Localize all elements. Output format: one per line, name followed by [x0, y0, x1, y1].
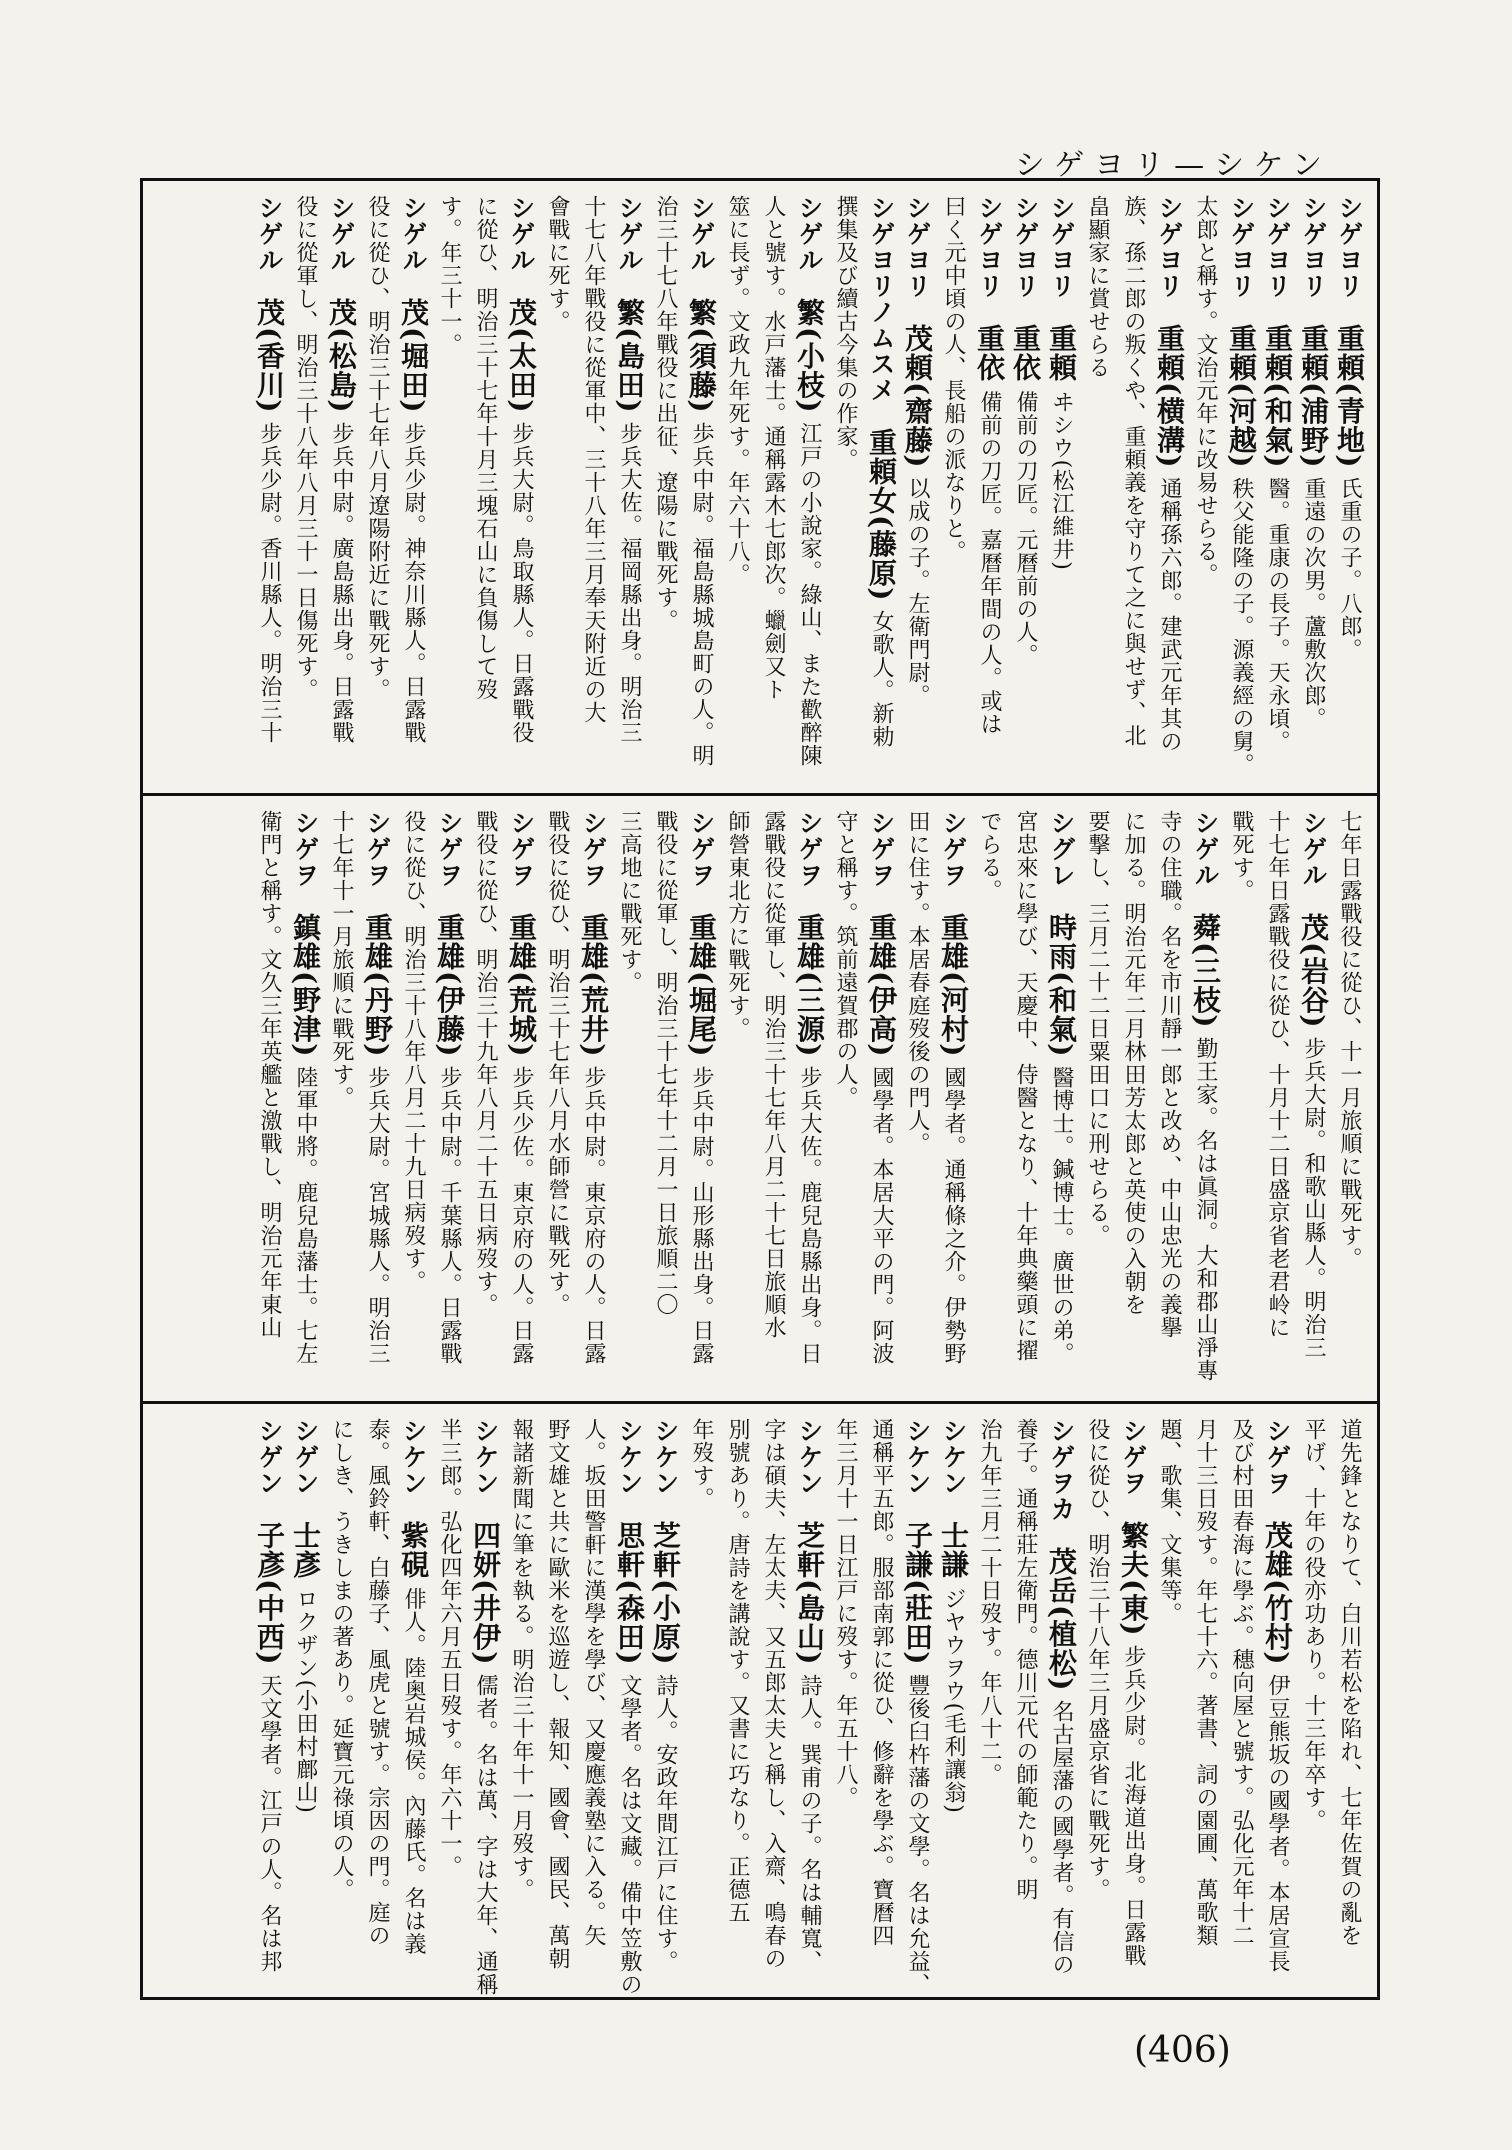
entry-text: 泰。風鈴軒、白藤子、風虎と號す。宗因の門。庭の: [365, 1418, 390, 1947]
entry-name: 茂雄(竹村): [1261, 1521, 1294, 1666]
entry-text: 文學者。名は文藏。備中笠敷の: [617, 1674, 642, 1997]
entry-reading: シゲヲ: [1263, 1418, 1292, 1496]
entry-column: [289, 1418, 322, 1983]
entry-column: [615, 810, 643, 1385]
entry-column: [1335, 810, 1363, 1385]
entry-column: [471, 195, 499, 777]
entry-column: [1335, 1418, 1363, 1983]
entry-column: [255, 810, 283, 1385]
entry-text: 勤王家。名は眞洞。大和郡山淨專: [1193, 1037, 1218, 1383]
entry-reading: シゲル: [507, 195, 536, 273]
entry-name: 思軒(森田): [613, 1521, 646, 1666]
entry-text: にしき、うきしまの著あり。延寶元祿頃の人。: [329, 1418, 354, 1901]
entry-column: [1153, 195, 1186, 777]
entry-text: 步兵少尉。香川縣人。明治三十: [257, 422, 282, 745]
entry-reading: シゲヲ: [939, 810, 968, 888]
entry-text: 養子。通稱莊左衛門。德川元代の師範たり。明: [1013, 1418, 1038, 1901]
entry-column: [399, 810, 427, 1385]
entry-column: [759, 1418, 787, 1983]
entry-column: [867, 1418, 895, 1983]
entry-reading: シケン: [399, 1418, 428, 1496]
entry-column: [1155, 810, 1183, 1385]
entry-reading: シゲヨリ: [1263, 195, 1292, 299]
entry-column: [1009, 195, 1042, 777]
entry-text: 露戰役に從軍し、明治三十七年八月二十七日旅順水: [761, 810, 786, 1339]
entry-text: 戰役に從ひ、明治三十九年八月二十五日病歿す。: [473, 810, 498, 1316]
entry-name: 重依: [1009, 324, 1042, 382]
entry-column: [1191, 195, 1219, 777]
entry-name: 子謙(莊田): [901, 1521, 934, 1666]
entry-column: [901, 1418, 934, 1997]
entry-text: 天文學者。江戸の人。名は邦: [257, 1674, 282, 1974]
entry-column: [975, 1418, 1003, 1983]
entry-text: 通稱孫六郎。建武元年其の: [1157, 477, 1182, 754]
entry-text: 步兵少尉。北海道出身。日露戰: [1121, 1645, 1146, 1968]
entry-column: [435, 1418, 463, 1983]
entry-text: 治九年三月二十日歿す。年八十二。: [977, 1418, 1002, 1786]
entry-column: [937, 810, 970, 1385]
entry-column: [1189, 810, 1222, 1385]
entry-name: 重頼(横溝): [1153, 324, 1186, 469]
entry-column: [973, 195, 1006, 777]
entry-text: 戰役に從軍し、明治三十七年十二月一日旅順二〇: [653, 810, 678, 1316]
entry-text: 步兵中尉。千葉縣人。日露戰: [437, 1066, 462, 1366]
entry-name: 重雄(丹野): [361, 913, 394, 1058]
entry-text: 要撃し、三月二十二日粟田口に刑せらる。: [1085, 810, 1110, 1247]
entry-text: 名古屋藩の國學者。有信の: [1049, 1700, 1074, 1977]
entry-text: に加る。明治元年二月林田芳太郎と英使の入朝を: [1121, 810, 1146, 1316]
entry-text: 秩父能隆の子。源義經の舅。: [1229, 477, 1254, 777]
entry-column: [793, 810, 826, 1385]
entry-text: 筮に長ず。文政九年死す。年六十八。: [725, 195, 750, 586]
entry-reading: シゲル: [1299, 810, 1328, 888]
entry-column: [793, 1418, 826, 1983]
entry-column: [325, 195, 358, 777]
entry-text: 衛門と稱す。文久三年英艦と激戰し、明治元年東山: [257, 810, 282, 1339]
entry-name: 繁夫(東): [1117, 1521, 1150, 1637]
entry-text: 伊豆熊坂の國學者。本居宣長: [1265, 1674, 1290, 1974]
entry-text: 江戸の小說家。綠山、また歡醉陳: [797, 422, 822, 768]
entry-name: 茂岳(植松): [1045, 1547, 1078, 1692]
entry-column: [1083, 195, 1111, 777]
entry-reading: シグレ: [1047, 810, 1076, 888]
entry-text: 戰死す。: [1229, 810, 1254, 902]
entry-column: [1297, 195, 1330, 777]
entry-reading: シゲヲ: [291, 810, 320, 888]
entry-text: 報諸新聞に筆を執る。明治三十年十一月歿す。: [509, 1418, 534, 1901]
entry-column: [901, 195, 934, 777]
entry-text: 年歿す。: [689, 1418, 714, 1510]
entry-text: 治三十七八年戰役に出征、遼陽に戰死す。: [653, 195, 678, 632]
entry-name: 重雄(三源): [793, 913, 826, 1058]
entry-column: [1117, 1418, 1150, 1983]
entry-column: [253, 1418, 286, 1983]
entry-column: [1191, 1418, 1219, 1983]
columns-middle: [157, 810, 1363, 1385]
entry-column: [1083, 1418, 1111, 1983]
columns-top: [157, 195, 1366, 777]
entry-name: 茂(松島): [325, 298, 358, 414]
entry-text: ロクザン(小田村鄜山): [293, 1587, 318, 1814]
entry-text: 族、孫二郎の叛くや、重頼義を守りて之に與せず、北: [1121, 195, 1146, 747]
entry-reading: シケン: [651, 1418, 680, 1496]
entry-text: 步兵少尉。神奈川縣人。日露戰: [401, 422, 426, 745]
entry-column: [1045, 1418, 1078, 1983]
dictionary-frame: [140, 178, 1380, 2000]
entry-column: [685, 810, 718, 1385]
entry-column: [327, 810, 355, 1385]
entry-name: 繁(須藤): [685, 298, 718, 414]
entry-column: [685, 195, 718, 777]
entry-text: 詩人。巽甫の子。名は輔寬、: [797, 1674, 822, 1974]
entry-text: 七年日露戰役に從ひ、十一月旅順に戰死す。: [1337, 810, 1362, 1270]
entry-reading: シゲヲ: [687, 810, 716, 888]
entry-text: 畠顯家に賞せらる: [1085, 195, 1110, 379]
entry-column: [397, 195, 430, 777]
entry-column: [1263, 810, 1291, 1385]
entry-text: ジヤウヲウ(毛利讓翁): [941, 1587, 966, 1814]
entry-reading: シケン: [795, 1418, 824, 1496]
entry-name: 重頼: [1045, 324, 1078, 382]
entry-column: [831, 810, 859, 1385]
entry-reading: シケン: [471, 1418, 500, 1496]
entry-column: [1333, 195, 1366, 777]
entry-text: 步兵大佐。福岡縣出身。明治三: [617, 422, 642, 745]
entry-name: 重頼(浦野): [1297, 324, 1330, 469]
entry-column: [469, 1418, 502, 1997]
entry-name: 重頼女(藤原): [865, 428, 898, 602]
entry-text: ヰシウ(松江維井): [1049, 390, 1074, 571]
entry-column: [1227, 810, 1255, 1385]
entry-text: 俳人。陸奥岩城侯。內藤氏。名は義: [401, 1587, 426, 1956]
entry-text: 月十三日歿す。年七十六。著書、詞の園圃、萬歌類: [1193, 1418, 1218, 1947]
entry-text: 道先鋒となりて、白川若松を陷れ、七年佐賀の亂を: [1337, 1418, 1362, 1947]
entry-text: 步兵大尉。宮城縣人。明治三: [365, 1066, 390, 1366]
entry-reading: シゲヨリ: [1299, 195, 1328, 299]
entry-text: 步兵少佐。東京府の人。日露: [509, 1066, 534, 1366]
entry-text: 女歌人。新勅: [869, 610, 894, 749]
entry-column: [1155, 1418, 1183, 1983]
entry-column: [651, 195, 679, 777]
entry-name: 重雄(荒井): [577, 913, 610, 1058]
entry-column: [1083, 810, 1111, 1385]
entry-column: [1261, 1418, 1294, 1983]
entry-column: [397, 1418, 430, 1983]
entry-name: 繁(小枝): [793, 298, 826, 414]
entry-reading: シゲヲ: [1119, 1418, 1148, 1496]
entry-column: [543, 195, 571, 777]
entry-column: [253, 195, 286, 777]
entry-column: [723, 810, 751, 1385]
entry-text: 戰役に從ひ、明治三十七年八月水師營に戰死す。: [545, 810, 570, 1316]
entry-column: [1011, 810, 1039, 1385]
entry-column: [507, 1418, 535, 1983]
entry-text: 野文雄と共に歐米を巡遊し、報知、國會、國民、萬朝: [545, 1418, 570, 1970]
entry-reading: シゲヨリ: [1155, 195, 1184, 299]
entry-reading: シゲヨリ: [975, 195, 1004, 299]
entry-column: [831, 195, 859, 777]
entry-column: [975, 810, 1003, 1385]
entry-reading: シゲル: [327, 195, 356, 273]
entry-text: 儒者。名は萬、字は大年、通稱: [473, 1674, 498, 1997]
entry-text: 寺の住職。名を市川靜一郎と改め、中山忠光の義擧: [1157, 810, 1182, 1339]
entry-text: 及び村田春海に學ぶ。穗向屋と號す。弘化元年十二: [1229, 1418, 1254, 1947]
entry-reading: シゲル: [795, 195, 824, 273]
entry-text: 役に從ひ、明治三十八年八月二十九日病歿す。: [401, 810, 426, 1293]
entry-column: [1045, 810, 1078, 1385]
entry-column: [543, 810, 571, 1385]
entry-text: 步兵大尉。和歌山縣人。明治三: [1301, 1037, 1326, 1360]
entry-reading: シゲヨリ: [1227, 195, 1256, 299]
entry-text: 題、歌集、文集等。: [1157, 1418, 1182, 1625]
entry-name: 四妍(井伊): [469, 1521, 502, 1666]
entry-column: [327, 1418, 355, 1983]
entry-reading: シゲヨリ: [903, 195, 932, 299]
entry-name: 時雨(和氣): [1045, 913, 1078, 1058]
entry-reading: シゲヨリ: [1047, 195, 1076, 299]
entry-column: [361, 810, 394, 1385]
entry-text: 國學者。本居大平の門。阿波: [869, 1066, 894, 1366]
entry-column: [865, 195, 898, 777]
entry-name: 芝軒(島山): [793, 1521, 826, 1666]
entry-text: 半三郎。弘化四年六月五日歿す。年六十一。: [437, 1418, 462, 1878]
entry-text: 步兵中尉。山形縣出身。日露: [689, 1066, 714, 1366]
entry-name: 繁(島田): [613, 298, 646, 414]
entry-name: 重雄(河村): [937, 913, 970, 1058]
entry-name: 芝軒(小原): [649, 1521, 682, 1666]
entry-text: 重遠の次男。蘆敷次郎。: [1301, 477, 1326, 731]
entry-column: [937, 1418, 970, 1983]
entry-name: 紫硯: [397, 1521, 430, 1579]
entry-text: に從ひ、明治三十七年十月三塊石山に負傷して歿: [473, 195, 498, 701]
entry-column: [613, 1418, 646, 1997]
entry-text: 年三月十一日江戸に歿す。年五十八。: [833, 1418, 858, 1809]
entry-text: 人と號す。水戸藩士。通稱露木七郎次。蠟劍又ト: [761, 195, 786, 701]
entry-column: [723, 195, 751, 777]
entry-text: 歩兵中尉。福島縣城島町の人。明: [689, 422, 714, 768]
entry-reading: シゲヲ: [867, 810, 896, 888]
columns-bottom: [157, 1418, 1363, 1997]
entry-column: [579, 1418, 607, 1983]
entry-text: 國學者。通稱條之介。伊勢野: [941, 1066, 966, 1366]
entry-column: [649, 1418, 682, 1983]
entry-name: 重頼(河越): [1225, 324, 1258, 469]
entry-column: [793, 195, 826, 777]
entry-column: [577, 810, 610, 1385]
entry-column: [1011, 1418, 1039, 1983]
entry-reading: シゲン: [255, 1418, 284, 1496]
entry-text: 十七年十一月旅順に戰死す。: [329, 810, 354, 1109]
entry-column: [831, 1418, 859, 1983]
entry-name: 茂(香川): [253, 298, 286, 414]
entry-name: 士彥: [289, 1521, 322, 1579]
entry-reading: シゲル: [399, 195, 428, 273]
entry-name: 蕣(三枝): [1189, 913, 1222, 1029]
entry-text: 備前の刀匠。元曆前の人。: [1013, 390, 1038, 667]
entry-reading: シゲヲ: [795, 810, 824, 888]
entry-text: 通稱平五郎。服部南郭に從ひ、修辭を學ぶ。寶曆四: [869, 1418, 894, 1947]
entry-name: 鎮雄(野津): [289, 913, 322, 1058]
entry-name: 士謙: [937, 1521, 970, 1579]
entry-column: [613, 195, 646, 777]
entry-text: 豐後臼杵藩の文學。名は允益、: [905, 1674, 930, 1997]
entry-reading: シゲル: [687, 195, 716, 273]
entry-text: 師營東北方に戰死す。: [725, 810, 750, 1040]
entry-reading: シゲヨリノムスメ: [867, 195, 896, 403]
entry-text: 以成の子。左衛門尉。: [905, 477, 930, 708]
entry-name: 重雄(伊藤): [433, 913, 466, 1058]
entry-name: 重頼(和氣): [1261, 324, 1294, 469]
entry-column: [651, 810, 679, 1385]
entry-column: [289, 810, 322, 1385]
entry-name: 子彥(中西): [253, 1521, 286, 1666]
entry-text: 宮忠來に學び、天慶中、侍醫となり、十年典藥頭に擢: [1013, 810, 1038, 1362]
entry-text: 役に從ひ、明治三十七年八月遼陽附近に戰死す。: [365, 195, 390, 701]
entry-text: 田に住す。本居春庭歿後の門人。: [905, 810, 930, 1155]
entry-column: [363, 1418, 391, 1983]
entry-text: でらる。: [977, 810, 1002, 902]
entry-reading: シゲヨリ: [1011, 195, 1040, 299]
entry-name: 重雄(荒城): [505, 913, 538, 1058]
entry-text: 步兵大佐。鹿兒島縣出身。日: [797, 1066, 822, 1366]
entry-text: 十七八年戰役に從軍中、三十八年三月奉天附近の大: [581, 195, 606, 724]
entry-name: 重依: [973, 324, 1006, 382]
entry-column: [1119, 810, 1147, 1385]
entry-column: [579, 195, 607, 777]
entry-text: 撰集及び續古今集の作家。: [833, 195, 858, 471]
page-number: (406): [1134, 2030, 1231, 2071]
entry-reading: シゲヲ: [363, 810, 392, 888]
entry-column: [435, 195, 463, 777]
page-header: シゲヨリ—シケン: [1014, 148, 1332, 183]
entry-text: 氏重の子。八郎。: [1337, 477, 1362, 662]
entry-column: [291, 195, 319, 777]
entry-text: 會戰に死す。: [545, 195, 570, 333]
entry-column: [759, 195, 787, 777]
entry-text: 十七年日露戰役に從ひ、十月十二日盛京省老君岭に: [1265, 810, 1290, 1339]
entry-name: 重頼(青地): [1333, 324, 1366, 469]
entry-text: 步兵中尉。廣島縣出身。日露戰: [329, 422, 354, 745]
entry-column: [759, 810, 787, 1385]
entry-text: 備前の刀匠。嘉曆年間の人。或は: [977, 390, 1002, 736]
entry-text: 詩人。安政年間江戸に住す。: [653, 1674, 678, 1974]
entry-reading: シケン: [615, 1418, 644, 1496]
entry-reading: シケン: [903, 1418, 932, 1496]
entry-name: 茂頼(齋藤): [901, 324, 934, 469]
entry-name: 重雄(堀尾): [685, 913, 718, 1058]
entry-name: 茂(堀田): [397, 298, 430, 414]
entry-reading: シゲル: [1191, 810, 1220, 888]
entry-column: [1045, 195, 1078, 777]
entry-reading: シゲヲ: [435, 810, 464, 888]
entry-reading: シゲル: [255, 195, 284, 273]
entry-text: 陸軍中將。鹿兒島藩士。七左: [293, 1066, 318, 1366]
entry-reading: シケン: [939, 1418, 968, 1496]
entry-column: [363, 195, 391, 777]
entry-reading: シゲヨリ: [1335, 195, 1364, 299]
entry-text: 醫博士。鍼博士。廣世の弟。: [1049, 1066, 1074, 1366]
entry-column: [505, 810, 538, 1385]
entry-text: 太郎と稱す。文治元年に改易せらる。: [1193, 195, 1218, 586]
entry-column: [505, 195, 538, 777]
entry-column: [433, 810, 466, 1385]
entry-column: [1299, 1418, 1327, 1983]
entry-name: 重雄(伊高): [865, 913, 898, 1058]
entry-column: [723, 1418, 751, 1983]
entry-text: 平げ、十年の役亦功あり。十三年卒す。: [1301, 1418, 1326, 1832]
entry-text: す。年三十一。: [437, 195, 462, 356]
entry-reading: シゲン: [291, 1418, 320, 1496]
entry-column: [471, 810, 499, 1385]
entry-text: 醫。重康の長子。天永頃。: [1265, 477, 1290, 754]
entry-column: [865, 810, 898, 1385]
entry-text: 別號あり。唐詩を講說す。又書に巧なり。正德五: [725, 1418, 750, 1924]
entry-column: [687, 1418, 715, 1983]
entry-reading: シゲル: [615, 195, 644, 273]
entry-name: 茂(岩谷): [1297, 913, 1330, 1029]
entry-column: [543, 1418, 571, 1983]
entry-column: [903, 810, 931, 1385]
entry-column: [1261, 195, 1294, 777]
entry-text: 三高地に戰死す。: [617, 810, 642, 994]
entry-text: 役に從ひ、明治三十八年三月盛京省に戰死す。: [1085, 1418, 1110, 1901]
entry-column: [1119, 195, 1147, 777]
entry-reading: シゲヲ: [579, 810, 608, 888]
entry-reading: シゲヲ: [507, 810, 536, 888]
entry-column: [1297, 810, 1330, 1385]
entry-column: [939, 195, 967, 777]
entry-text: 步兵大尉。鳥取縣人。日露戰役: [509, 422, 534, 745]
entry-text: 步兵中尉。東京府の人。日露: [581, 1066, 606, 1366]
entry-text: 字は碩夫、左太夫、又五郎太夫と稱し、入齋、鳴春の: [761, 1418, 786, 1970]
entry-text: 人。坂田警軒に漢學を學び、又慶應義塾に入る。矢: [581, 1418, 606, 1947]
entry-column: [1227, 1418, 1255, 1983]
entry-name: 茂(太田): [505, 298, 538, 414]
entry-column: [1225, 195, 1258, 777]
band-top: [143, 181, 1377, 791]
entry-text: 曰く元中頃の人、長船の派なりと。: [941, 195, 966, 563]
entry-reading: シゲヲカ: [1047, 1418, 1076, 1522]
entry-text: 役に從軍し、明治三十八年八月三十一日傷死す。: [293, 195, 318, 701]
band-middle: [143, 793, 1377, 1399]
entry-text: 守と稱す。筑前遠賀郡の人。: [833, 810, 858, 1109]
band-bottom: [143, 1401, 1377, 1997]
